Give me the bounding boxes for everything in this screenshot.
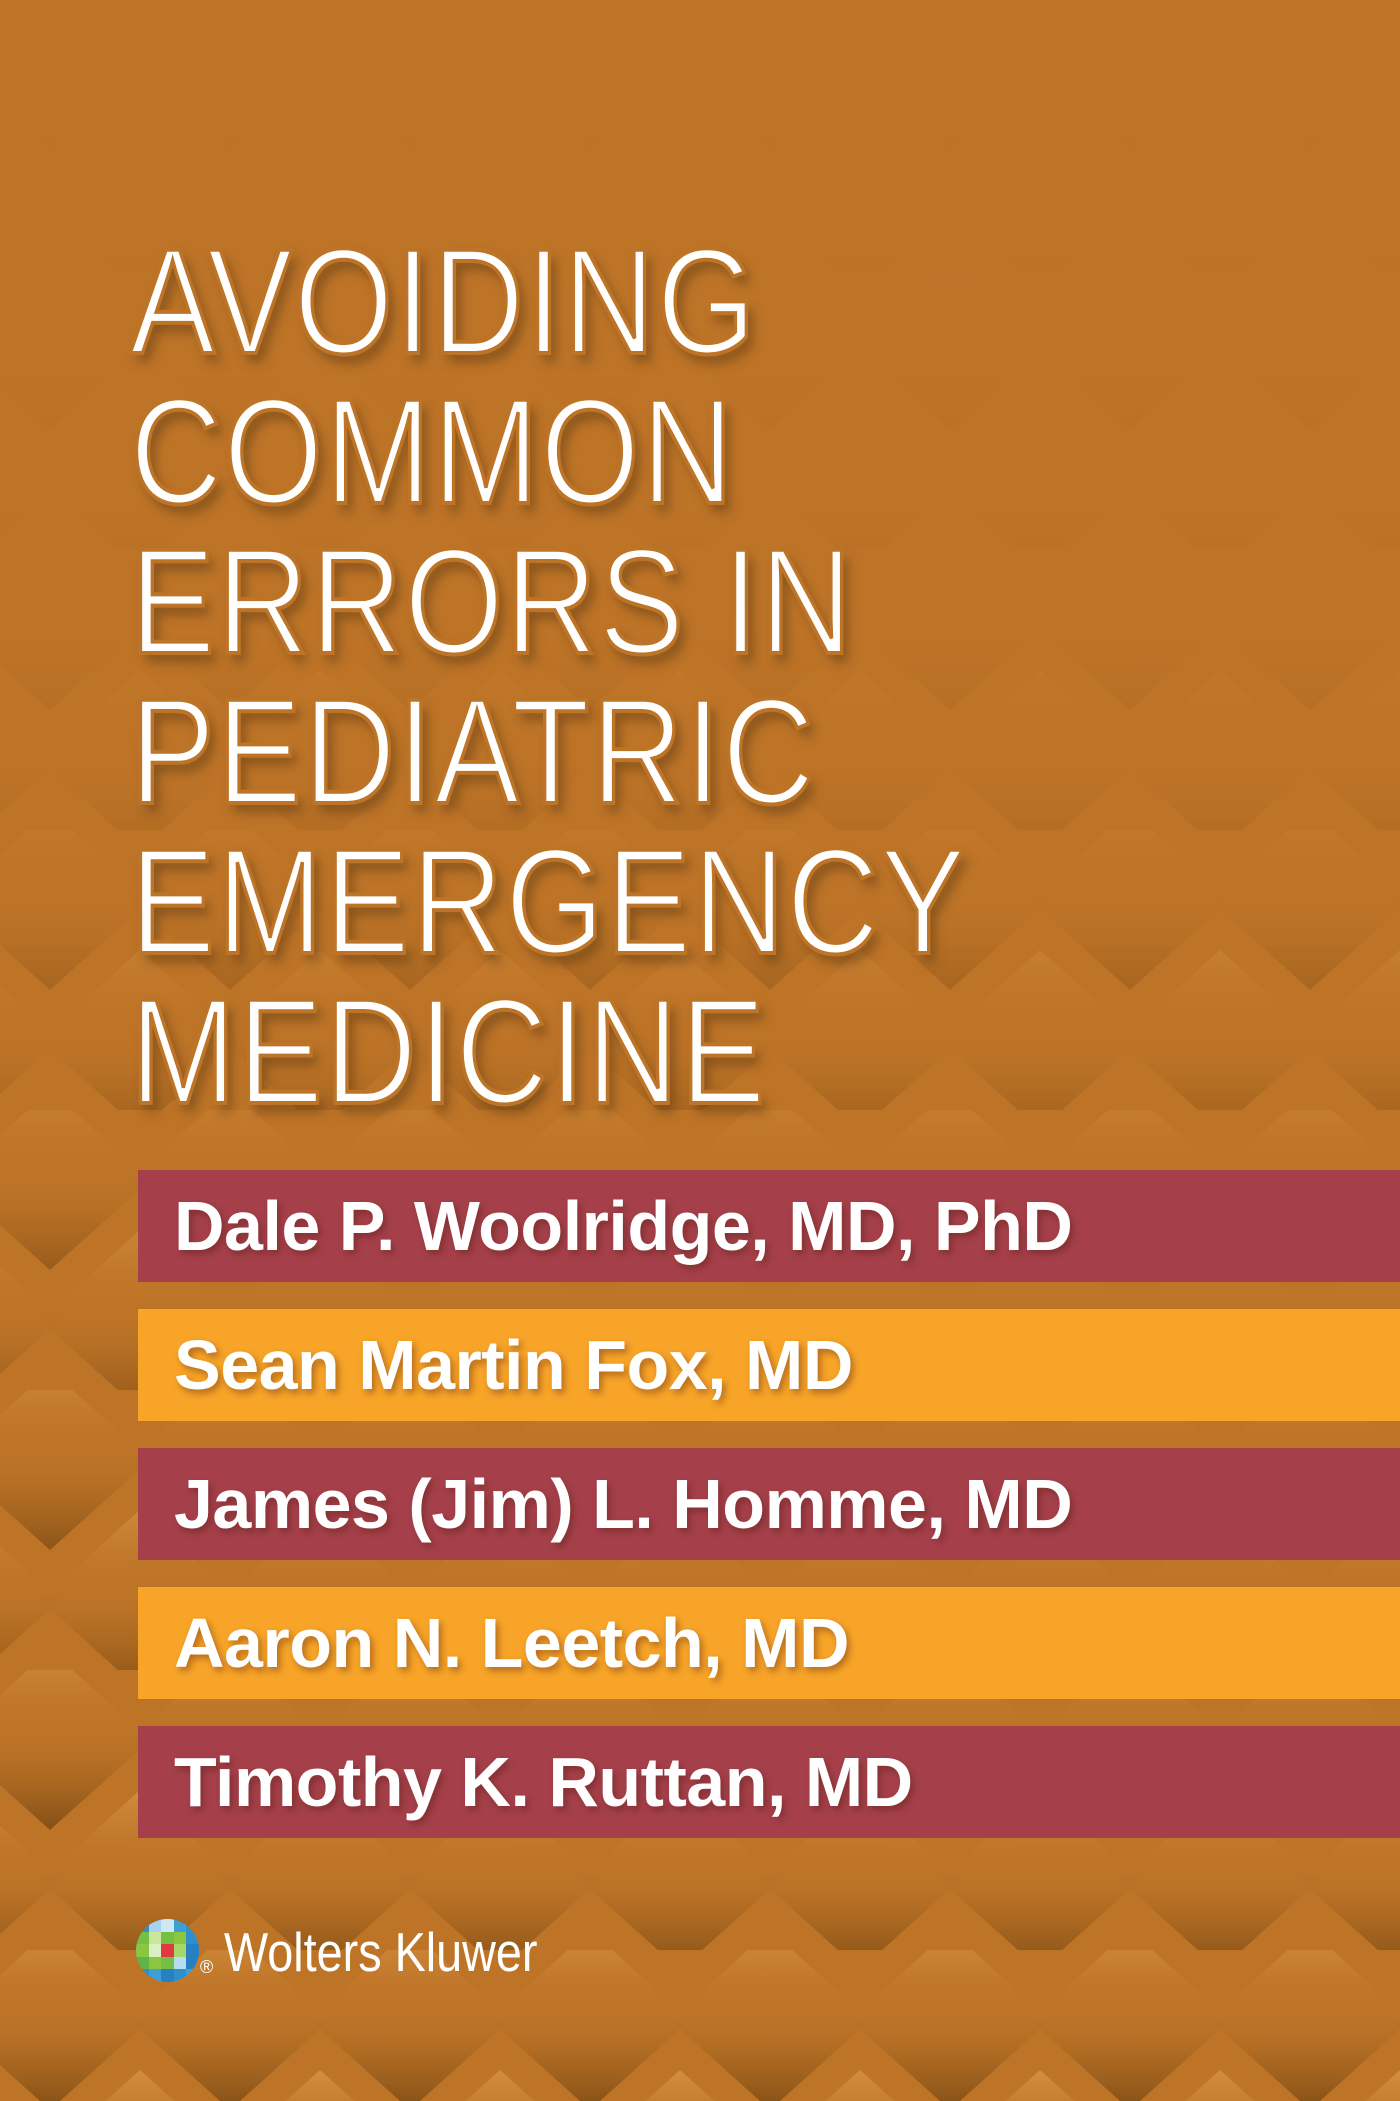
author-bar-1 (138, 1170, 1400, 1282)
globe-mosaic-cell (149, 1944, 162, 1957)
globe-mosaic-cell (186, 1944, 199, 1957)
author-name-5: Timothy K. Ruttan, MD (174, 1743, 913, 1821)
title-line-5: EMERGENCY (130, 817, 968, 985)
globe-mosaic-cell (174, 1944, 187, 1957)
globe-mosaic-cell (149, 1932, 162, 1945)
author-bar-4 (138, 1587, 1400, 1699)
publisher-name: Wolters Kluwer (224, 1921, 538, 1983)
globe-mosaic-cell (161, 1944, 174, 1957)
registered-trademark-symbol: ® (200, 1957, 214, 1977)
author-name-3: James (Jim) L. Homme, MD (174, 1465, 1073, 1543)
globe-mosaic-cell (174, 1932, 187, 1945)
globe-mosaic-cell (161, 1957, 174, 1970)
title-line-4: PEDIATRIC (130, 667, 816, 835)
title-line-1: AVOIDING (130, 217, 758, 385)
title-line-2: COMMON (130, 367, 736, 535)
wolters-kluwer-globe-icon (136, 1919, 199, 1982)
author-bar-2 (138, 1309, 1400, 1421)
author-name-1: Dale P. Woolridge, MD, PhD (174, 1187, 1073, 1265)
globe-mosaic-cell (161, 1932, 174, 1945)
author-bar-3 (138, 1448, 1400, 1560)
title-line-6: MEDICINE (130, 967, 767, 1135)
globe-mosaic-cell (149, 1957, 162, 1970)
author-bar-5 (138, 1726, 1400, 1838)
globe-mosaic-cell (174, 1957, 187, 1970)
book-title (130, 217, 968, 1135)
globe-mosaic-cell (136, 1944, 149, 1957)
title-line-3: ERRORS IN (130, 517, 854, 685)
author-name-4: Aaron N. Leetch, MD (174, 1604, 850, 1682)
author-name-2: Sean Martin Fox, MD (174, 1326, 853, 1404)
globe-mosaic-cell (161, 1969, 174, 1982)
globe-mosaic-cell (161, 1919, 174, 1932)
